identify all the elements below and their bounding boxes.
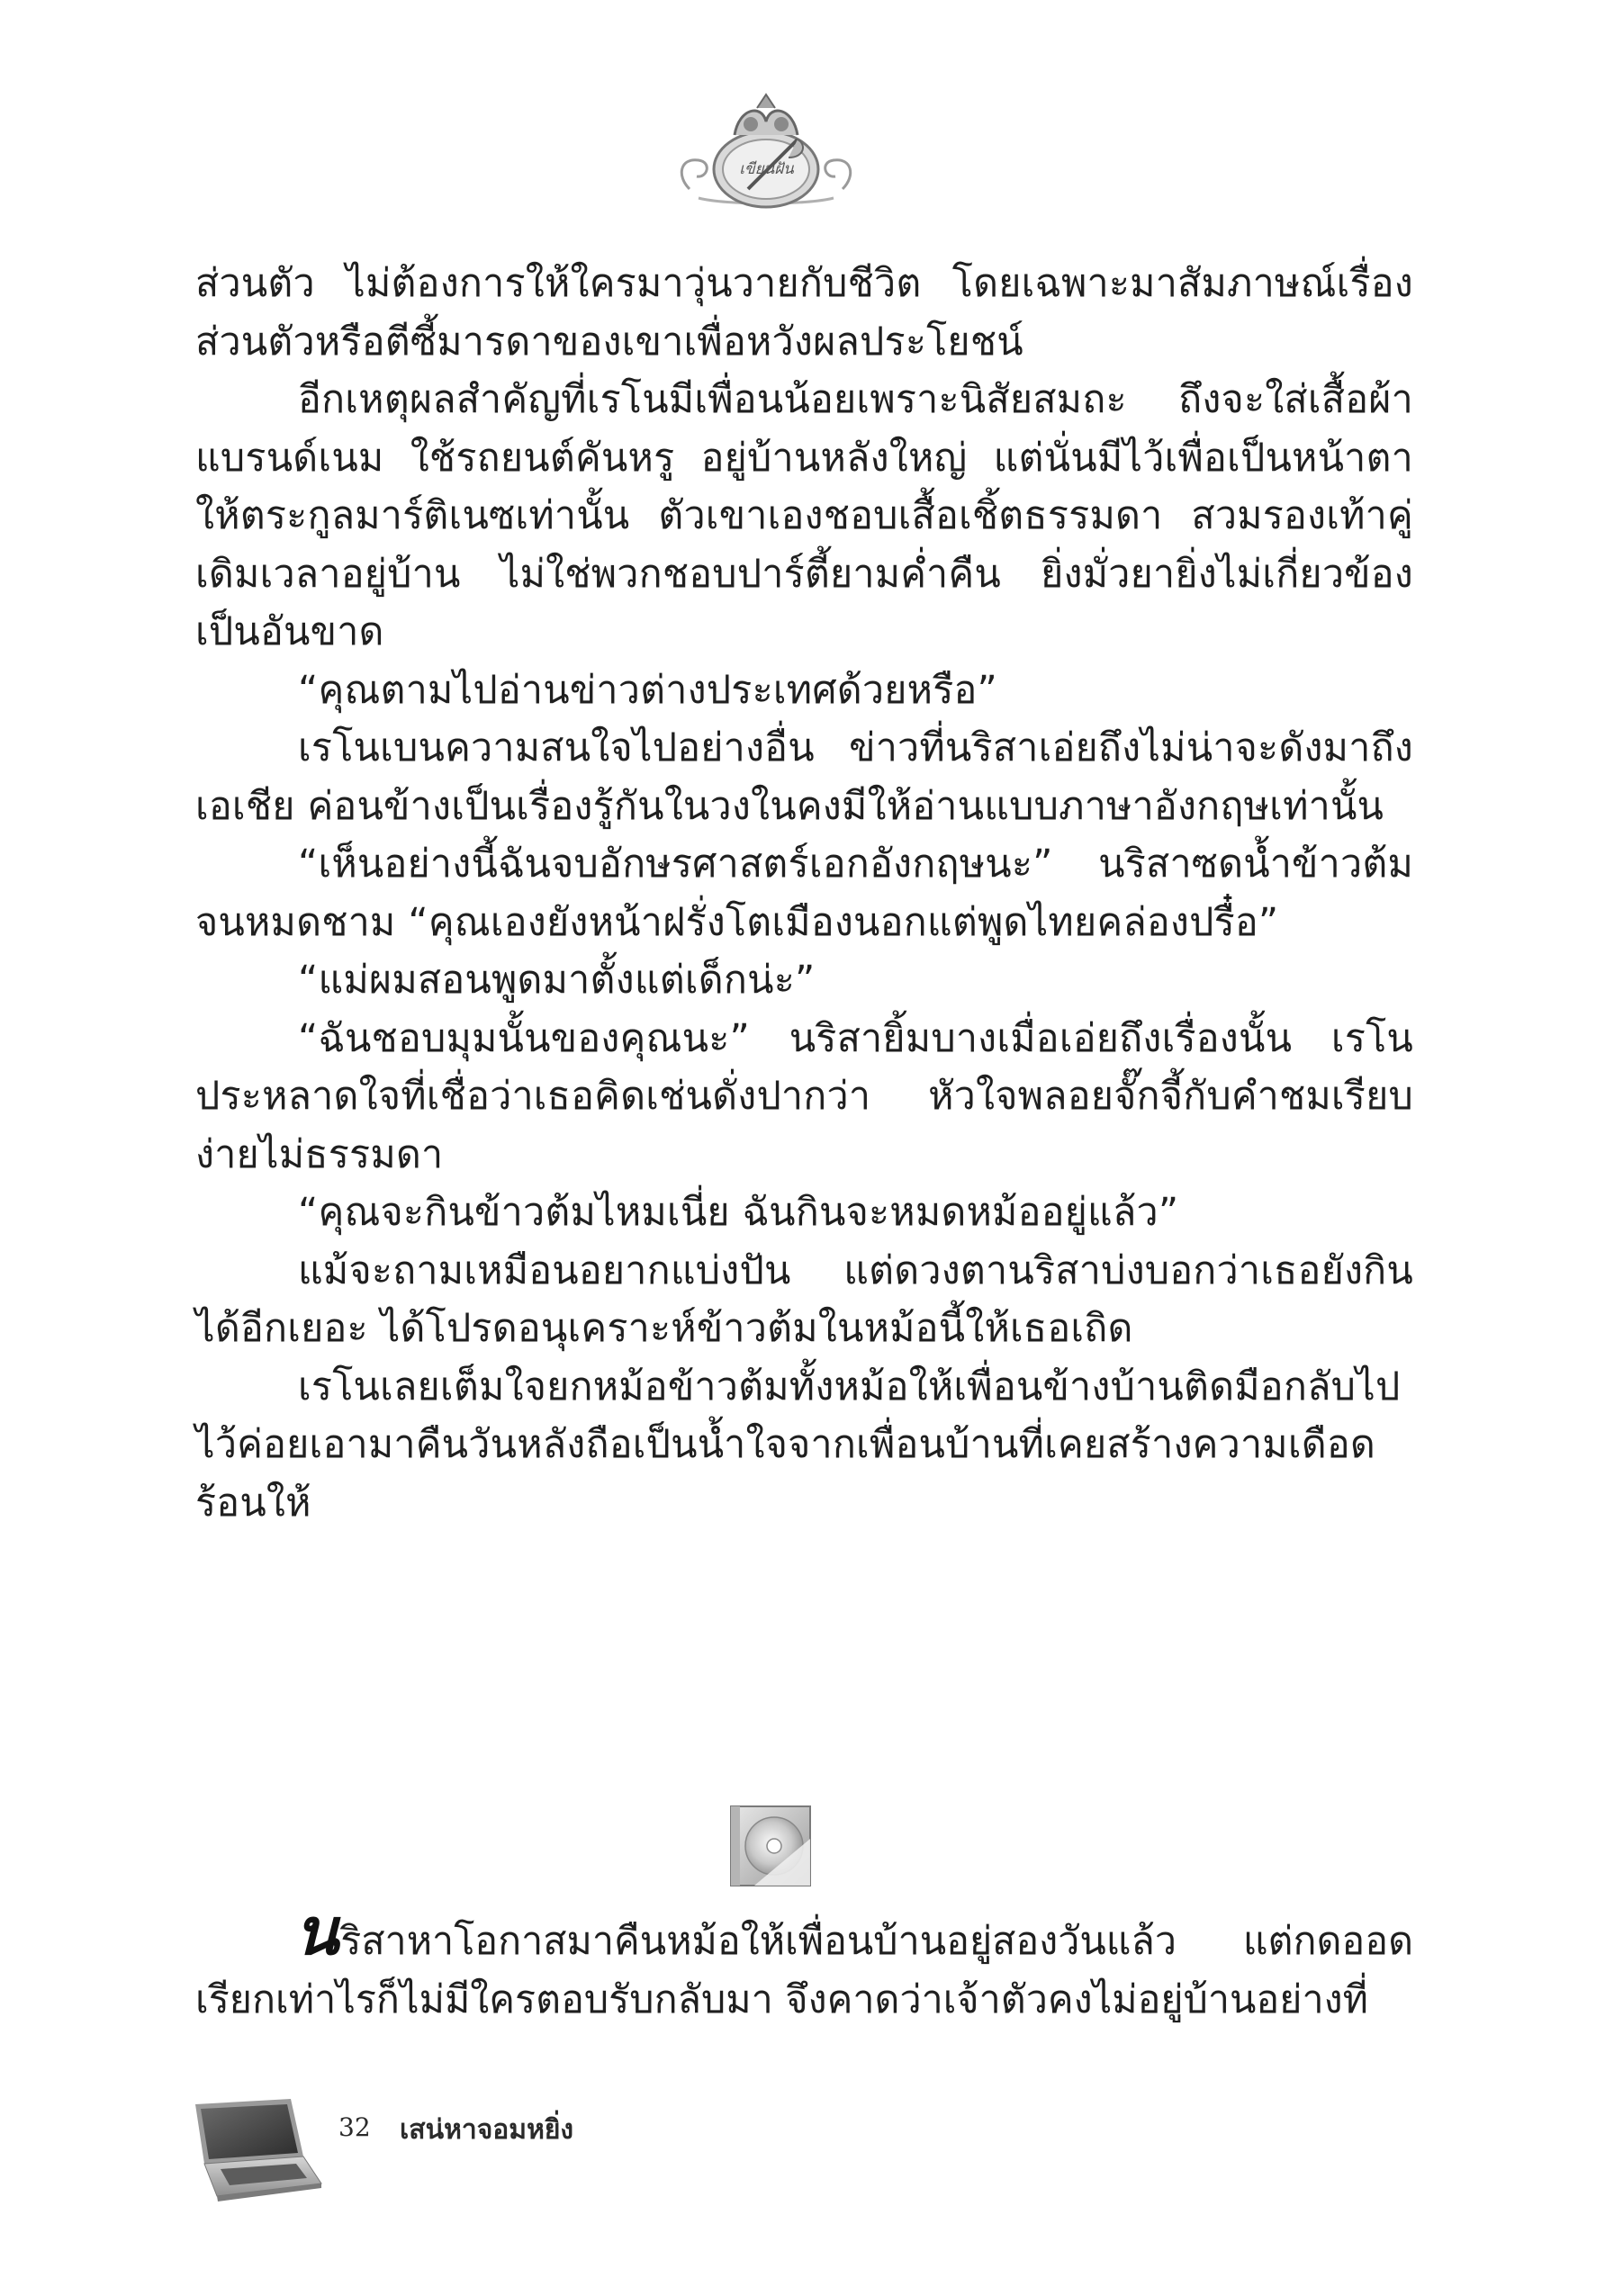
laptop-icon [185, 2097, 324, 2205]
book-title: เสน่หาจอมหยิ่ง [400, 2114, 574, 2146]
page-number: 32 [338, 2112, 371, 2142]
drop-cap: น [294, 1893, 341, 1969]
body-text [195, 255, 1413, 1532]
emblem-text: เขียนฝัน [739, 160, 794, 178]
paragraph: เรโนเบนความสนใจไปอย่างอื่น ข่าวที่นริสาเอ่ยถึงไม่น่าจะดังมาถึงเอเชีย ค่อนข้างเป็นเรื่องรู้กันในวงในคงมีให้อ่านแบบภาษาอังกฤษเท่านั้น [195, 725, 1413, 829]
paragraph: “คุณตามไปอ่านข่าวต่างประเทศด้วยหรือ” [298, 667, 998, 713]
dropcap-paragraph [195, 1893, 1413, 2029]
paragraph: เรโนเลยเต็มใจยกหม้อข้าวต้มทั้งหม้อให้เพื่อนข้างบ้านติดมือกลับไป ไว้ค่อยเอามาคืนวันหลังถือเป็นน้ำใจจากเพื่อนบ้านที่เคยสร้างความเดือดร้อนให้ [195, 1364, 1401, 1526]
paragraph: แม้จะถามเหมือนอยากแบ่งปัน แต่ดวงตานริสาบ่งบอกว่าเธอยังกินได้อีกเยอะ ได้โปรดอนุเคราะห์ข้าวต้มในหม้อนี้ให้เธอเถิด [195, 1247, 1413, 1351]
dropcap-paragraph-text: ริสาหาโอกาสมาคืนหม้อให้เพื่อนบ้านอยู่สองวันแล้ว แต่กดออดเรียกเท่าไรก็ไม่มีใครตอบรับกลับมา จึงคาดว่าเจ้าตัวคงไม่อยู่บ้านอย่างที่ [195, 1919, 1413, 2022]
paragraph: “คุณจะกินข้าวต้มไหมเนี่ย ฉันกินจะหมดหม้ออยู่แล้ว” [298, 1190, 1179, 1235]
paragraph: ส่วนตัว ไม่ต้องการให้ใครมาวุ่นวายกับชีวิต โดยเฉพาะมาสัมภาษณ์เรื่องส่วนตัวหรือตีซี้มารดาของเขาเพื่อหวังผลประโยชน์ [195, 261, 1413, 365]
paragraph: “แม่ผมสอนพูดมาตั้งแต่เด็กน่ะ” [298, 958, 816, 1003]
paragraph: อีกเหตุผลสำคัญที่เรโนมีเพื่อนน้อยเพราะนิสัยสมถะ ถึงจะใส่เสื้อผ้าแบรนด์เนม ใช้รถยนต์คันหรู อยู่บ้านหลังใหญ่ แต่นั่นมีไว้เพื่อเป็นหน้าตาให้ตระกูลมาร์ติเนซเท่านั้น ตัวเขาเองชอบเสื้อเชิ้ตธรรมดา สวมรองเท้าคู่เดิมเวลาอยู่บ้าน ไม่ใช่พวกชอบปาร์ตี้ยามค่ำคืน ยิ่งมั่วยายิ่งไม่เกี่ยวข้องเป็นอันขาด [195, 377, 1413, 654]
paragraph: “เห็นอย่างนี้ฉันจบอักษรศาสตร์เอกอังกฤษนะ” นริสาซดน้ำข้าวต้มจนหมดชาม “คุณเองยังหน้าฝรั่งโตเมืองนอกแต่พูดไทยคล่องปรื๋อ” [195, 842, 1413, 945]
paragraph: “ฉันชอบมุมนั้นของคุณนะ” นริสายิ้มบางเมื่อเอ่ยถึงเรื่องนั้น เรโนประหลาดใจที่เชื่อว่าเธอคิดเช่นดั่งปากว่า หัวใจพลอยจั๊กจี้กับคำชมเรียบง่ายไม่ธรรมดา [195, 1015, 1413, 1177]
cd-case-icon [727, 1803, 816, 1891]
section-two [195, 1893, 1413, 2029]
ornamental-crest-icon [672, 90, 861, 216]
